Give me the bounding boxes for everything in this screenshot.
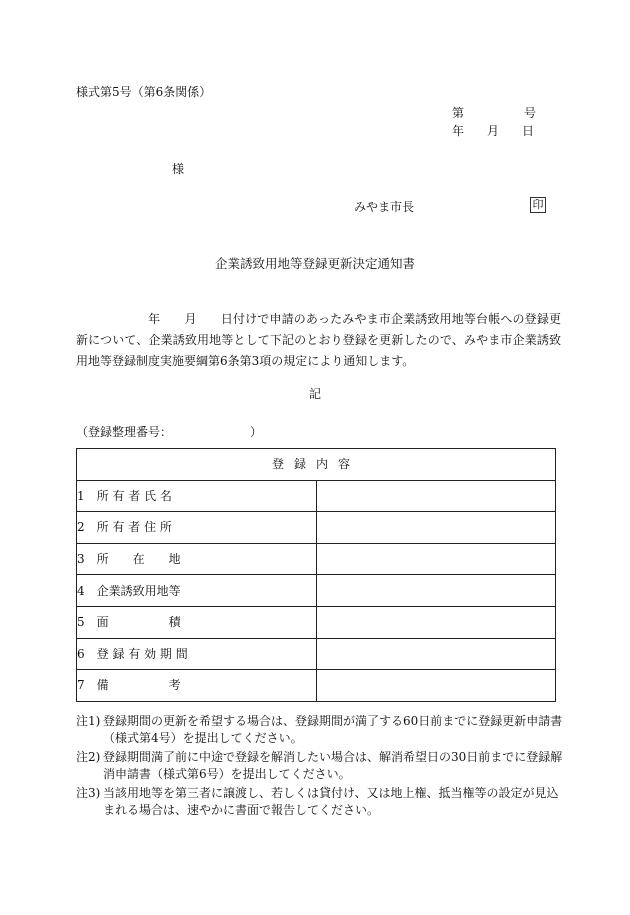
row-label-site: 4 企業誘致用地等 [77,575,317,607]
row-label-validity-period: 6 登 録 有 効 期 間 [77,638,317,670]
seal-mark: 印 [530,197,546,213]
date-day-label: 日 [522,124,535,138]
note-text: 登録期間の更新を希望する場合は、登録期間が満了する60日前までに登録更新申請書（様式第4号）を提出してください。 [103,714,563,745]
table-row [77,670,556,702]
body-month-label: 月 [184,312,197,326]
note-mark: 注1) [76,714,101,728]
document-number-prefix: 第 [452,106,465,120]
row-value-location [316,543,556,575]
registration-number-prefix: （登録整理番号： [76,425,173,439]
row-label-area: 5 面 積 [77,606,317,638]
form-number-label: 様式第5号（第6条関係） [76,85,212,99]
note-text: 登録期間満了前に中途で登録を解消したい場合は、解消希望日の30日前までに登録解消申請書（様式第6号）を提出してください。 [103,750,563,781]
note-item [76,713,566,747]
table-row [77,638,556,670]
note-item [76,749,566,783]
date-month-label: 月 [487,124,500,138]
table-row [77,575,556,607]
row-value-site [316,575,556,607]
row-value-area [316,606,556,638]
note-mark: 注2) [76,750,101,764]
note-item [76,785,566,819]
table-header: 登録内容 [77,449,556,481]
document-title: 企業誘致用地等登録更新決定通知書 [214,256,415,271]
row-value-validity-period [316,638,556,670]
body-year-label: 年 [148,312,161,326]
row-value-remarks [316,670,556,702]
row-label-owner-address: 2 所 有 者 住 所 [77,512,317,544]
date-year-label: 年 [452,124,465,138]
document-number-suffix: 号 [524,106,537,120]
row-value-owner-name [316,480,556,512]
registration-number-suffix: ） [250,425,263,439]
table-row [77,512,556,544]
row-label-owner-name: 1 所 有 者 氏 名 [77,480,317,512]
table-row [77,606,556,638]
recipient-honorific: 様 [172,162,185,176]
note-text: 当該用地等を第三者に譲渡し、若しくは貸付け、又は地上権、抵当権等の設定が見込まれる場合は、速やかに書面で報告してください。 [103,786,559,817]
row-label-remarks: 7 備 考 [77,670,317,702]
note-mark: 注3) [76,786,101,800]
notification-body [76,309,561,372]
table-row [77,480,556,512]
body-text: 日付けで申請のあったみやま市企業誘致用地等台帳への登録更新について、企業誘致用地等として下記のとおり登録を更新したので、みやま市企業誘致用地等登録制度実施要綱第6条第3項の規定により通知します。 [76,312,561,368]
table-row [77,543,556,575]
registration-number-line [76,426,262,438]
row-value-owner-address [316,512,556,544]
issuer-name: みやま市長 [354,200,415,214]
row-label-location: 3 所 在 地 [77,543,317,575]
ki-heading: 記 [308,387,321,401]
registration-content-table [76,448,556,702]
notes-section [76,713,566,821]
